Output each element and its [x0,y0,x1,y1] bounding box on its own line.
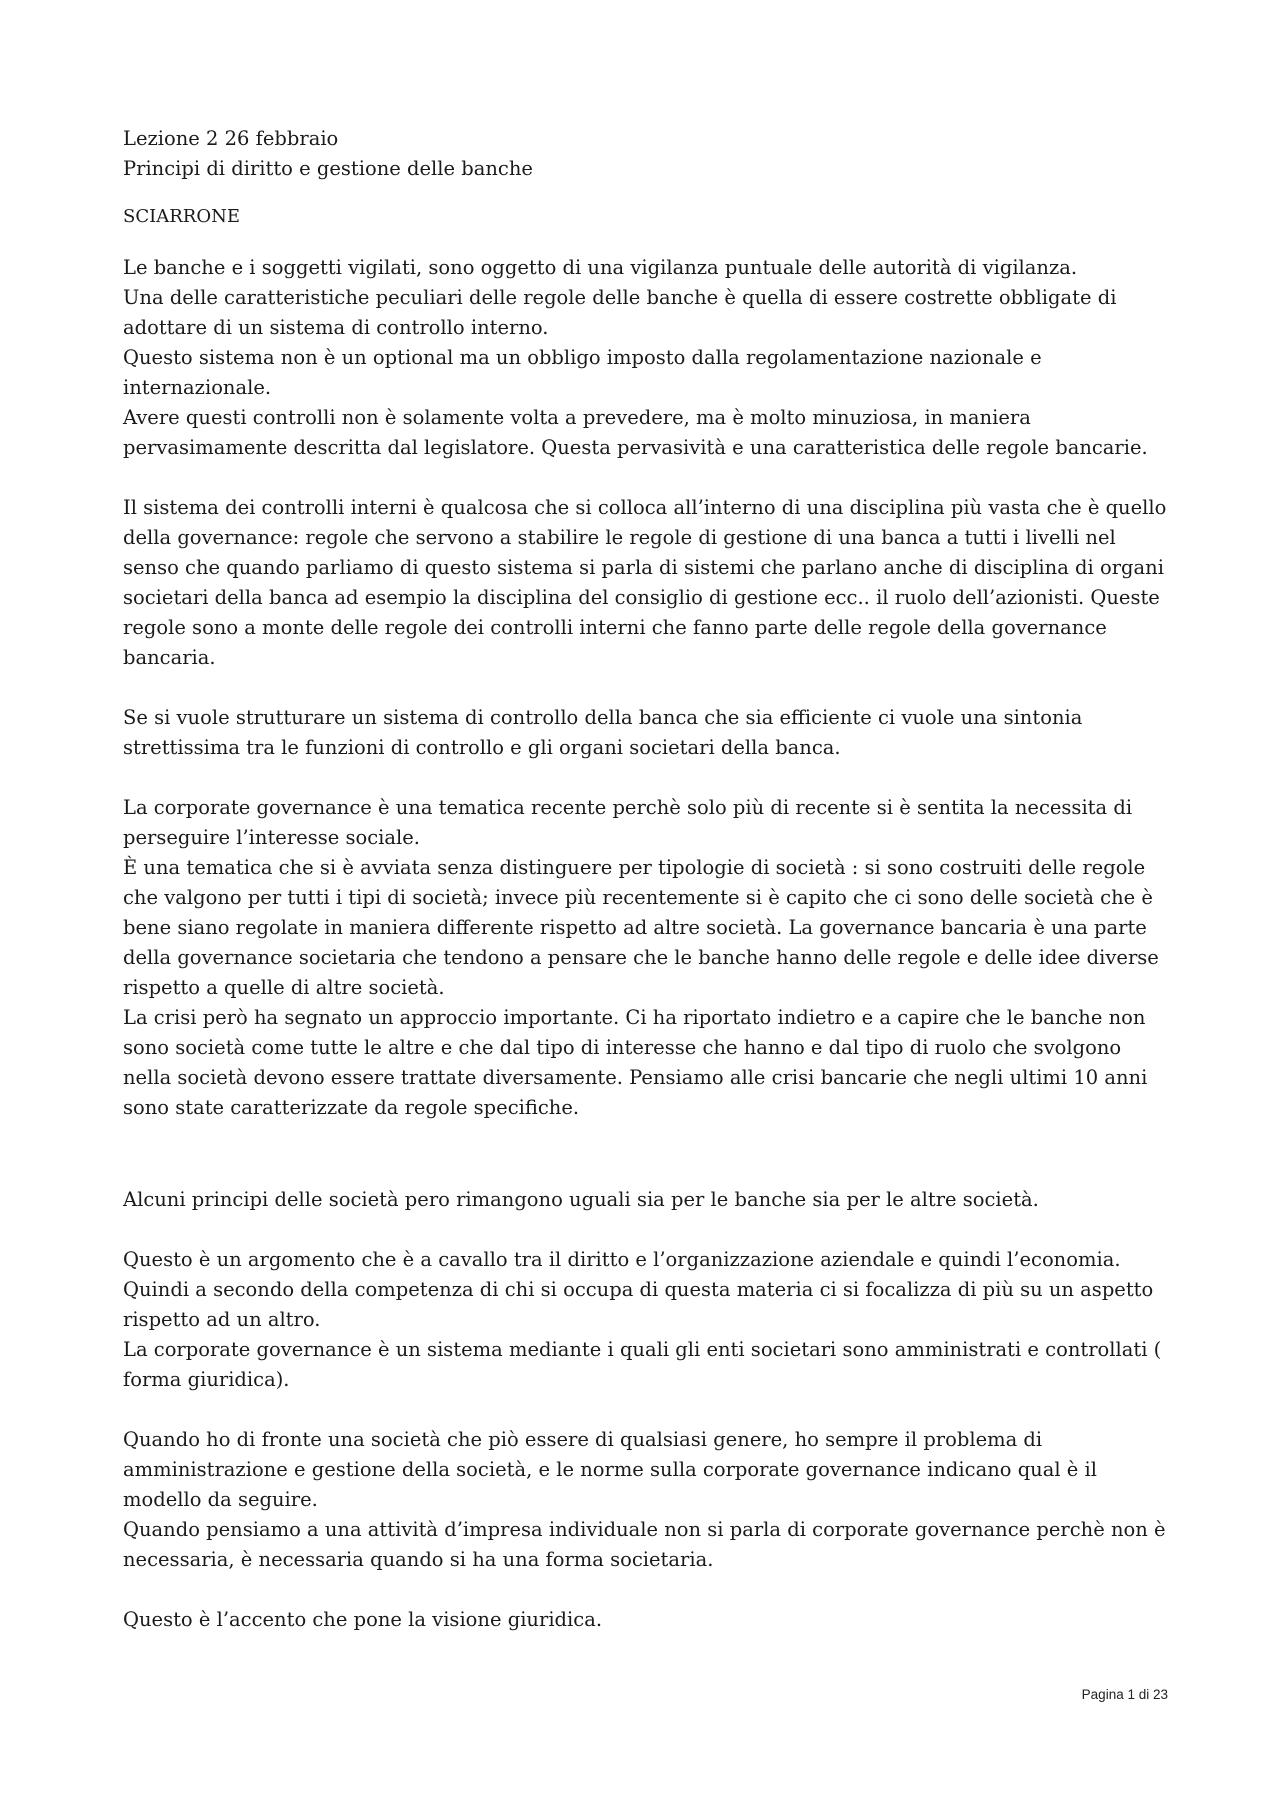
paragraph-line: Quando ho di fronte una società che piò essere di qualsiasi genere, ho sempre il problema di amministrazione e gestione della società, e le norme sulla corporate governance indicano qual è il modello da seguire. [123,1428,1098,1511]
paragraph-line: La crisi però ha segnato un approccio importante. Ci ha riportato indietro e a capire che le banche non sono società come tutte le altre e che dal tipo di interesse che hanno e dal tipo di ruolo che svolgono nella società devono essere trattate diversamente. Pensiamo alle crisi bancarie che negli ultimi 10 anni sono state caratterizzate da regole specifiche. [123,1006,1148,1119]
document-header [123,124,1168,184]
paragraph-line: Questo è un argomento che è a cavallo tra il diritto e l’organizzazione aziendale e quindi l’economia. Quindi a secondo della competenza di chi si occupa di questa materia ci si focalizza di più su un aspetto rispetto ad un altro. [123,1248,1154,1331]
paragraph-line: Alcuni principi delle società pero rimangono uguali sia per le banche sia per le altre società. [123,1188,1039,1211]
course-title: Principi di diritto e gestione delle banche [123,157,533,180]
paragraph-line: Questo è l’accento che pone la visione giuridica. [123,1608,603,1631]
paragraph-2 [123,493,1168,673]
lesson-title: Lezione 2 26 febbraio [123,127,339,150]
paragraph-line: Quando pensiamo a una attività d’impresa individuale non si parla di corporate governance perchè non è necessaria, è necessaria quando si ha una forma societaria. [123,1518,1166,1571]
paragraph-line: La corporate governance è un sistema mediante i quali gli enti societari sono amministrati e controllati ( forma giuridica). [123,1338,1162,1391]
paragraph-3 [123,703,1168,763]
paragraph-line: Una delle caratteristiche peculiari delle regole delle banche è quella di essere costrette obbligate di adottare di un sistema di controllo interno. [123,286,1117,339]
paragraph-line: Questo sistema non è un optional ma un obbligo imposto dalla regolamentazione nazionale e internazionale. [123,346,1042,399]
paragraph-line: È una tematica che si è avviata senza distinguere per tipologie di società : si sono costruiti delle regole che valgono per tutti i tipi di società; invece più recentemente si è capito che ci sono delle società che è bene siano regolate in maniera differente rispetto ad altre società. La governance bancaria è una parte della governance societaria che tendono a pensare che le banche hanno delle regole e delle idee diverse rispetto a quelle di altre società. [123,856,1159,999]
paragraph-6 [123,1245,1168,1395]
paragraph-line: Se si vuole strutturare un sistema di controllo della banca che sia efficiente ci vuole una sintonia strettissima tra le funzioni di controllo e gli organi societari della banca. [123,706,1083,759]
paragraph-1 [123,253,1168,463]
author-name: SCIARRONE [123,206,240,227]
page-number: Pagina 1 di 23 [1081,1687,1168,1702]
paragraph-line: Avere questi controlli non è solamente volta a prevedere, ma è molto minuziosa, in maniera pervasimamente descritta dal legislatore. Questa pervasività e una caratteristica delle regole bancarie. [123,406,1148,459]
paragraph-7 [123,1425,1168,1575]
paragraph-line: Le banche e i soggetti vigilati, sono oggetto di una vigilanza puntuale delle autorità di vigilanza. [123,256,1078,279]
paragraph-line: Il sistema dei controlli interni è qualcosa che si colloca all’interno di una disciplina più vasta che è quello della governance: regole che servono a stabilire le regole di gestione di una banca a tutti i livelli nel senso che quando parliamo di questo sistema si parla di sistemi che parlano anche di disciplina di organi societari della banca ad esempio la disciplina del consiglio di gestione ecc.. il ruolo dell’azionisti. Queste regole sono a monte delle regole dei controlli interni che fanno parte delle regole della governance bancaria. [123,496,1167,669]
paragraph-8 [123,1605,1168,1635]
document-page [123,124,1168,1665]
paragraph-5 [123,1185,1168,1215]
paragraph-line: La corporate governance è una tematica recente perchè solo più di recente si è sentita la necessita di perseguire l’interesse sociale. [123,796,1133,849]
paragraph-4 [123,793,1168,1123]
